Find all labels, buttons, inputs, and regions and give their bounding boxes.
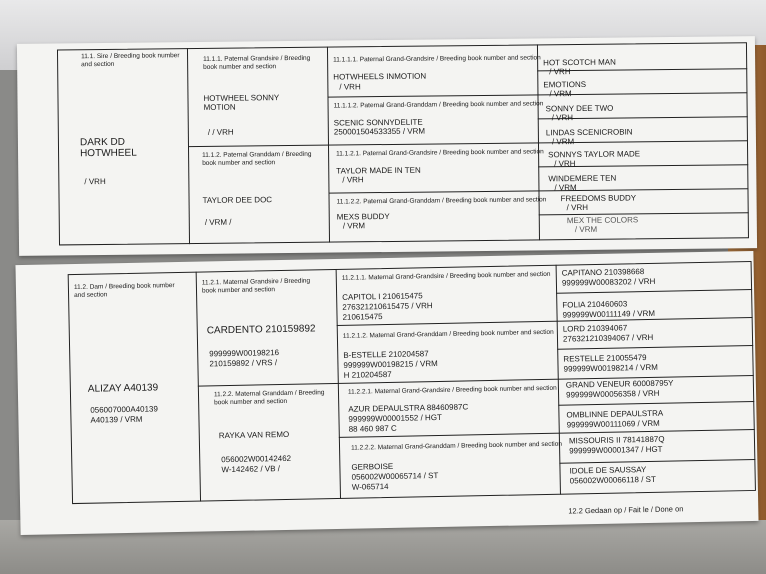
ancestor-number: / VRM — [554, 183, 577, 193]
ancestor-number: 056002W00066118 / ST — [569, 474, 656, 486]
sire-number: / VRH — [84, 176, 106, 187]
pgg-1121-name: TAYLOR MADE IN TEN — [336, 165, 421, 176]
ancestor-name: MEX THE COLORS — [566, 215, 639, 226]
mgg-1221-number-line1: 999999W00001552 / HGT — [348, 412, 442, 424]
ancestor-number: / VRH — [549, 67, 571, 77]
mgg-1212-name: B-ESTELLE 210204587 — [343, 349, 429, 360]
maternal-granddam-number-line2: W-142462 / VB / — [221, 464, 281, 475]
paternal-granddam-name: TAYLOR DEE DOC — [202, 195, 273, 205]
paternal-grandsire-name-line2: MOTION — [203, 102, 236, 112]
paternal-grandsire-header: 11.1.1. Paternal Grandsire / Breeding — [203, 54, 311, 63]
mgg-1211-name: CAPITOL I 210615475 — [342, 291, 423, 302]
paternal-granddam-header-sub: book number and section — [202, 159, 276, 167]
ancestor-number: / VRH — [554, 159, 576, 169]
dam-header-sub: and section — [74, 291, 108, 299]
pgg-1122-number: / VRM — [342, 221, 366, 231]
pgg-1111-number: / VRH — [339, 82, 361, 92]
ancestor-name: FREEDOMS BUDDY — [560, 193, 637, 204]
maternal-granddam-header: 11.2.2. Maternal Granddam / Breeding — [213, 389, 325, 399]
mgg-1222-name: GERBOISE — [351, 461, 394, 472]
pgg-1112-name: SCENIC SONNYDELITE — [333, 117, 423, 128]
ancestor-name: OMBLINNE DEPAULSTRA — [566, 408, 664, 420]
pgg-1111-header: 11.1.1.1. Paternal Grand-Grandsire / Breeding book number and section — [333, 54, 541, 64]
maternal-grandsire-number-line1: 999999W00198216 — [209, 348, 280, 359]
pgg-1121-number: / VRH — [342, 175, 364, 185]
mgg-1221-header: 11.2.2.1. Maternal Grand-Grandsire / Breeding book number and section — [347, 384, 557, 396]
mgg-1212-number-line2: H 210204587 — [343, 369, 392, 380]
ancestor-name: IDOLE DE SAUSSAY — [569, 465, 647, 476]
dam-pedigree-page — [15, 251, 758, 535]
dam-header: 11.2. Dam / Breeding book number — [73, 282, 175, 291]
ancestor-name: WINDEMERE TEN — [548, 173, 617, 184]
mgg-1212-number-line1: 999999W00198215 / VRM — [343, 359, 438, 370]
mgg-1222-header: 11.2.2.2. Maternal Grand-Granddam / Breeding book number and section — [350, 440, 562, 452]
ancestor-number: 999999W00198214 / VRM — [563, 362, 658, 374]
pgg-1111-name: HOTWHEELS INMOTION — [333, 71, 427, 82]
ancestor-name: GRAND VENEUR 60008795Y — [565, 378, 674, 390]
ancestor-number: 999999W00001347 / HGT — [569, 444, 663, 456]
dam-number-line2: A40139 / VRM — [90, 414, 143, 425]
pgg-1112-header: 11.1.1.2. Paternal Grand-Granddam / Breeding book number and section — [333, 100, 544, 110]
ancestor-number: / VRM — [549, 89, 572, 99]
ancestor-number: 276321210394067 / VRH — [562, 332, 654, 344]
ancestor-name: LINDAS SCENICROBIN — [545, 127, 633, 138]
ancestor-number: / VRM — [574, 224, 598, 235]
paternal-granddam-header: 11.1.2. Paternal Granddam / Breeding — [202, 150, 312, 159]
pgg-1122-name: MEXS BUDDY — [336, 211, 390, 222]
ancestor-name: EMOTIONS — [543, 79, 587, 90]
sire-name-line1: DARK DD — [79, 136, 126, 149]
paternal-grandsire-number: / / VRH — [207, 127, 234, 137]
ancestor-number: / VRH — [566, 202, 589, 213]
maternal-granddam-header-sub: book number and section — [214, 397, 288, 407]
ancestor-name: SONNY DEE TWO — [545, 103, 614, 114]
ancestor-number: / VRM — [551, 137, 575, 147]
mgg-1212-header: 11.2.1.2. Maternal Grand-Granddam / Breeding book number and section — [342, 328, 554, 340]
ancestor-name: RESTELLE 210055479 — [563, 353, 647, 364]
sire-name-line2: HOTWHEEL — [80, 147, 137, 160]
maternal-grandsire-number-line2: 210159892 / VRS / — [209, 358, 278, 369]
ancestor-name: LORD 210394067 — [562, 323, 628, 334]
dam-name: ALIZAY A40139 — [87, 382, 159, 395]
pgg-1112-number: 250001504533355 / VRM — [333, 126, 426, 137]
pgg-1122-header: 11.1.2.2. Paternal Grand-Granddam / Breeding book number and section — [336, 196, 547, 206]
maternal-granddam-name: RAYKA VAN REMO — [218, 429, 290, 441]
mgg-1221-number-line2: 88 460 987 C — [348, 423, 397, 434]
ancestor-name: SONNYS TAYLOR MADE — [548, 149, 641, 160]
ancestor-number: 999999W00083202 / VRH — [561, 276, 656, 288]
maternal-grandsire-name: CARDENTO 210159892 — [206, 323, 316, 337]
done-on-label: 12.2 Gedaan op / Fait le / Done on — [568, 504, 684, 516]
mgg-1211-number-line1: 276321210615475 / VRH — [342, 301, 433, 312]
mgg-1211-number-line2: 210615475 — [342, 312, 383, 322]
mgg-1211-header: 11.2.1.1. Maternal Grand-Grandsire / Breeding book number and section — [341, 270, 551, 282]
mgg-1221-name: AZUR DEPAULSTRA 88460987C — [348, 402, 469, 414]
ancestor-name: FOLIA 210460603 — [562, 299, 628, 310]
paternal-grandsire-header-sub: book number and section — [203, 63, 277, 71]
maternal-granddam-number-line1: 056002W00142462 — [221, 453, 292, 465]
ancestor-number: 999999W00111149 / VRM — [562, 308, 656, 320]
sire-pedigree-page — [17, 36, 757, 256]
mgg-1222-number-line1: 056002W00065714 / ST — [351, 471, 439, 482]
ancestor-name: MISSOURIS II 78141887Q — [568, 434, 665, 446]
maternal-grandsire-header-sub: book number and section — [201, 286, 276, 295]
paternal-grandsire-name-line1: HOTWHEEL SONNY — [203, 93, 280, 103]
paternal-granddam-number: / VRM / — [204, 217, 232, 227]
pgg-1121-header: 11.1.2.1. Paternal Grand-Grandsire / Breeding book number and section — [336, 148, 544, 158]
mgg-1222-number-line2: W-065714 — [351, 481, 389, 492]
ancestor-number: 999999W00111069 / VRM — [566, 418, 660, 430]
maternal-grandsire-header: 11.2.1. Maternal Grandsire / Breeding — [201, 277, 311, 287]
ancestor-name: HOT SCOTCH MAN — [543, 57, 616, 68]
ancestor-number: / VRH — [551, 113, 574, 123]
ancestor-number: 999999W00056358 / VRH — [565, 388, 660, 400]
dam-number-line1: 056007000A40139 — [90, 404, 158, 415]
sire-header: 11.1. Sire / Breeding book number — [81, 52, 180, 61]
sire-header-sub: and section — [81, 60, 115, 69]
ancestor-name: CAPITANO 210398668 — [561, 267, 645, 278]
